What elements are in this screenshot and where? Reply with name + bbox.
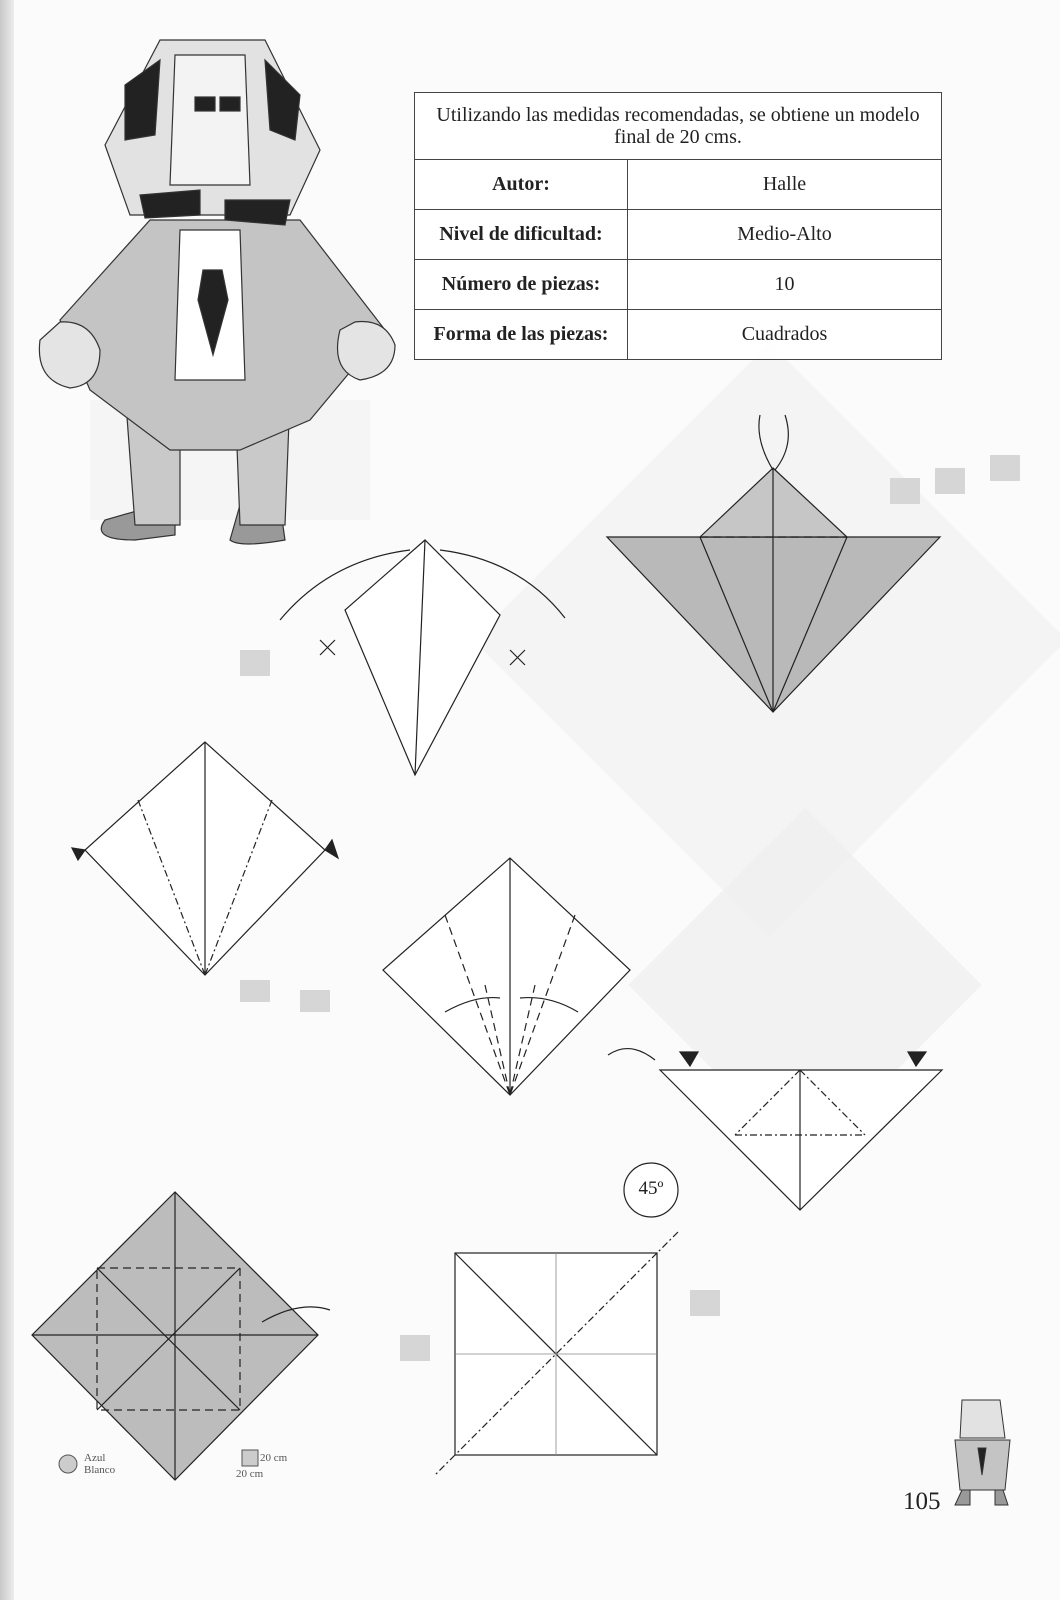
info-value: Medio-Alto [628,210,942,260]
table-row [415,210,942,260]
info-intro: Utilizando las medidas recomendadas, se obtiene un modelo final de 20 cms. [415,93,942,160]
legend-color-icon [59,1455,77,1473]
info-value: 10 [628,260,942,310]
model-info-table [414,92,942,360]
table-row [415,260,942,310]
model-thumbnail [955,1400,1010,1505]
step-diagram-kite-middle [383,858,630,1095]
table-row [415,160,942,210]
legend-size-height: 20 cm [236,1468,264,1480]
step-diagram-square [435,1163,678,1475]
legend-color-front: Azul [84,1452,106,1464]
info-label: Autor: [415,160,628,210]
page-number: 105 [903,1488,941,1515]
info-value: Halle [628,160,942,210]
legend-size-icon [242,1450,258,1466]
info-label: Nivel de dificultad: [415,210,628,260]
info-value: Cuadrados [628,310,942,360]
info-label: Forma de las piezas: [415,310,628,360]
legend-color-back: Blanco [84,1464,116,1476]
info-label: Número de piezas: [415,260,628,310]
table-row [415,310,942,360]
rotation-label: 45º [638,1178,664,1199]
legend-size-width: 20 cm [260,1452,288,1464]
step-diagram-blintz [32,1192,330,1480]
step-diagram-kite-left [72,742,338,975]
